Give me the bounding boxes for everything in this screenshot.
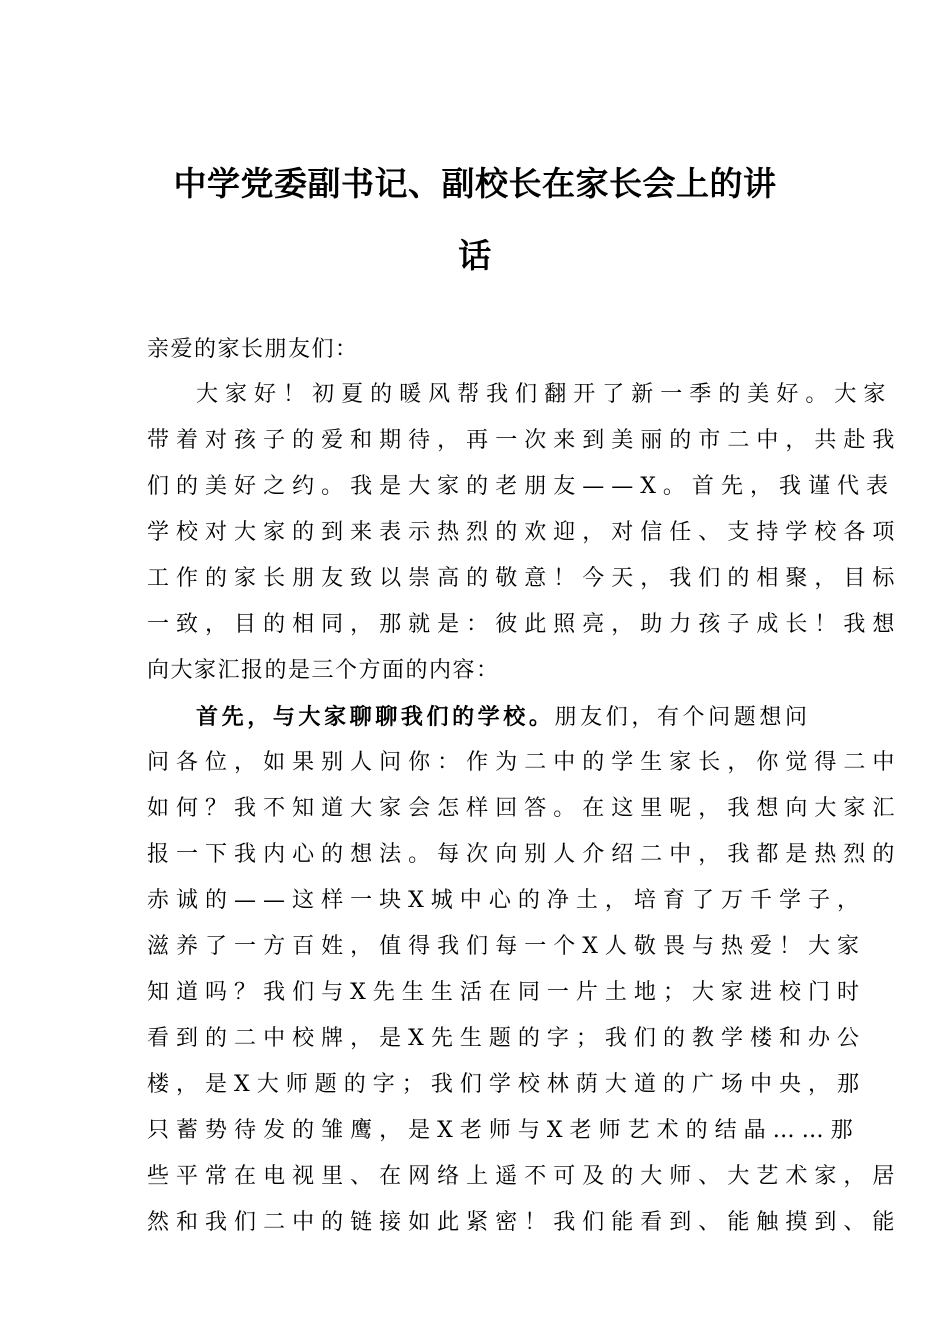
paragraph-line: 带 着 对 孩 子 的 爱 和 期 待 ， 再 一 次 来 到 美 丽 的 市 二 中 ， 共 赴 我 [147, 428, 895, 453]
paragraph-line: 然 和 我 们 二 中 的 链 接 如 此 紧 密 ！ 我 们 能 看 到 、 能 触 摸 到 、 能 [147, 1210, 895, 1235]
paragraph-line: 们 的 美 好 之 约 。 我 是 大 家 的 老 朋 友 — — X 。 首 先 ， 我 谨 代 表 [147, 474, 889, 499]
section-heading: 首先，与大家聊聊我们的学校。 [196, 704, 555, 730]
paragraph-line: 一 致 ， 目 的 相 同 ， 那 就 是 ： 彼 此 照 亮 ， 助 力 孩 子 成 长 ！ 我 想 [147, 612, 895, 637]
paragraph-line: 楼 ， 是 X 大 师 题 的 字 ； 我 们 学 校 林 荫 大 道 的 广 场 中 央 ， 那 [147, 1072, 860, 1097]
paragraph-line: 报 一 下 我 内 心 的 想 法 。 每 次 向 别 人 介 绍 二 中 ， 我 都 是 热 烈 的 [147, 842, 895, 867]
paragraph-line: 工 作 的 家 长 朋 友 致 以 崇 高 的 敬 意 ！ 今 天 ， 我 们 的 相 聚 ， 目 标 [147, 566, 895, 591]
paragraph-line: 赤 诚 的 — — 这 样 一 块 X 城 中 心 的 净 土 ， 培 育 了 万 千 学 子 ， [147, 888, 860, 913]
paragraph-line: 只 蓄 势 待 发 的 雏 鹰 ， 是 X 老 师 与 X 老 师 艺 术 的 结 晶 … … 那 [147, 1118, 853, 1143]
paragraph-line: 知 道 吗 ？ 我 们 与 X 先 生 生 活 在 同 一 片 土 地 ； 大 家 进 校 门 时 [147, 980, 860, 1005]
paragraph-line: 看 到 的 二 中 校 牌 ， 是 X 先 生 题 的 字 ； 我 们 的 教 学 楼 和 办 公 [147, 1026, 860, 1051]
paragraph-text: 朋友们，有个问题想问 [554, 705, 807, 730]
paragraph-line: 如 何 ？ 我 不 知 道 大 家 会 怎 样 回 答 。 在 这 里 呢 ， 我 想 向 大 家 汇 [147, 796, 895, 821]
salutation: 亲爱的家长朋友们： [147, 337, 359, 362]
paragraph-line: 问 各 位 ， 如 果 别 人 问 你 ： 作 为 二 中 的 学 生 家 长 ， 你 觉 得 二 中 [147, 750, 895, 775]
document-title-line-1: 中学党委副书记、副校长在家长会上的讲 [173, 164, 777, 203]
paragraph-line: 大 家 好 ！ 初 夏 的 暖 风 帮 我 们 翻 开 了 新 一 季 的 美 好 。 大 家 [196, 382, 886, 407]
paragraph-line: 些 平 常 在 电 视 里 、 在 网 络 上 遥 不 可 及 的 大 师 、 大 艺 术 家 ， 居 [147, 1164, 895, 1189]
document-title-line-2: 话 [458, 236, 492, 275]
paragraph-line: 学 校 对 大 家 的 到 来 表 示 热 烈 的 欢 迎 ， 对 信 任 、 支 持 学 校 各 项 [147, 520, 895, 545]
section-1-first-line [147, 702, 807, 732]
paragraph-line: 向大家汇报的是三个方面的内容： [147, 658, 500, 683]
paragraph-line: 滋 养 了 一 方 百 姓 ， 值 得 我 们 每 一 个 X 人 敬 畏 与 热 爱 ！ 大 家 [147, 934, 860, 959]
